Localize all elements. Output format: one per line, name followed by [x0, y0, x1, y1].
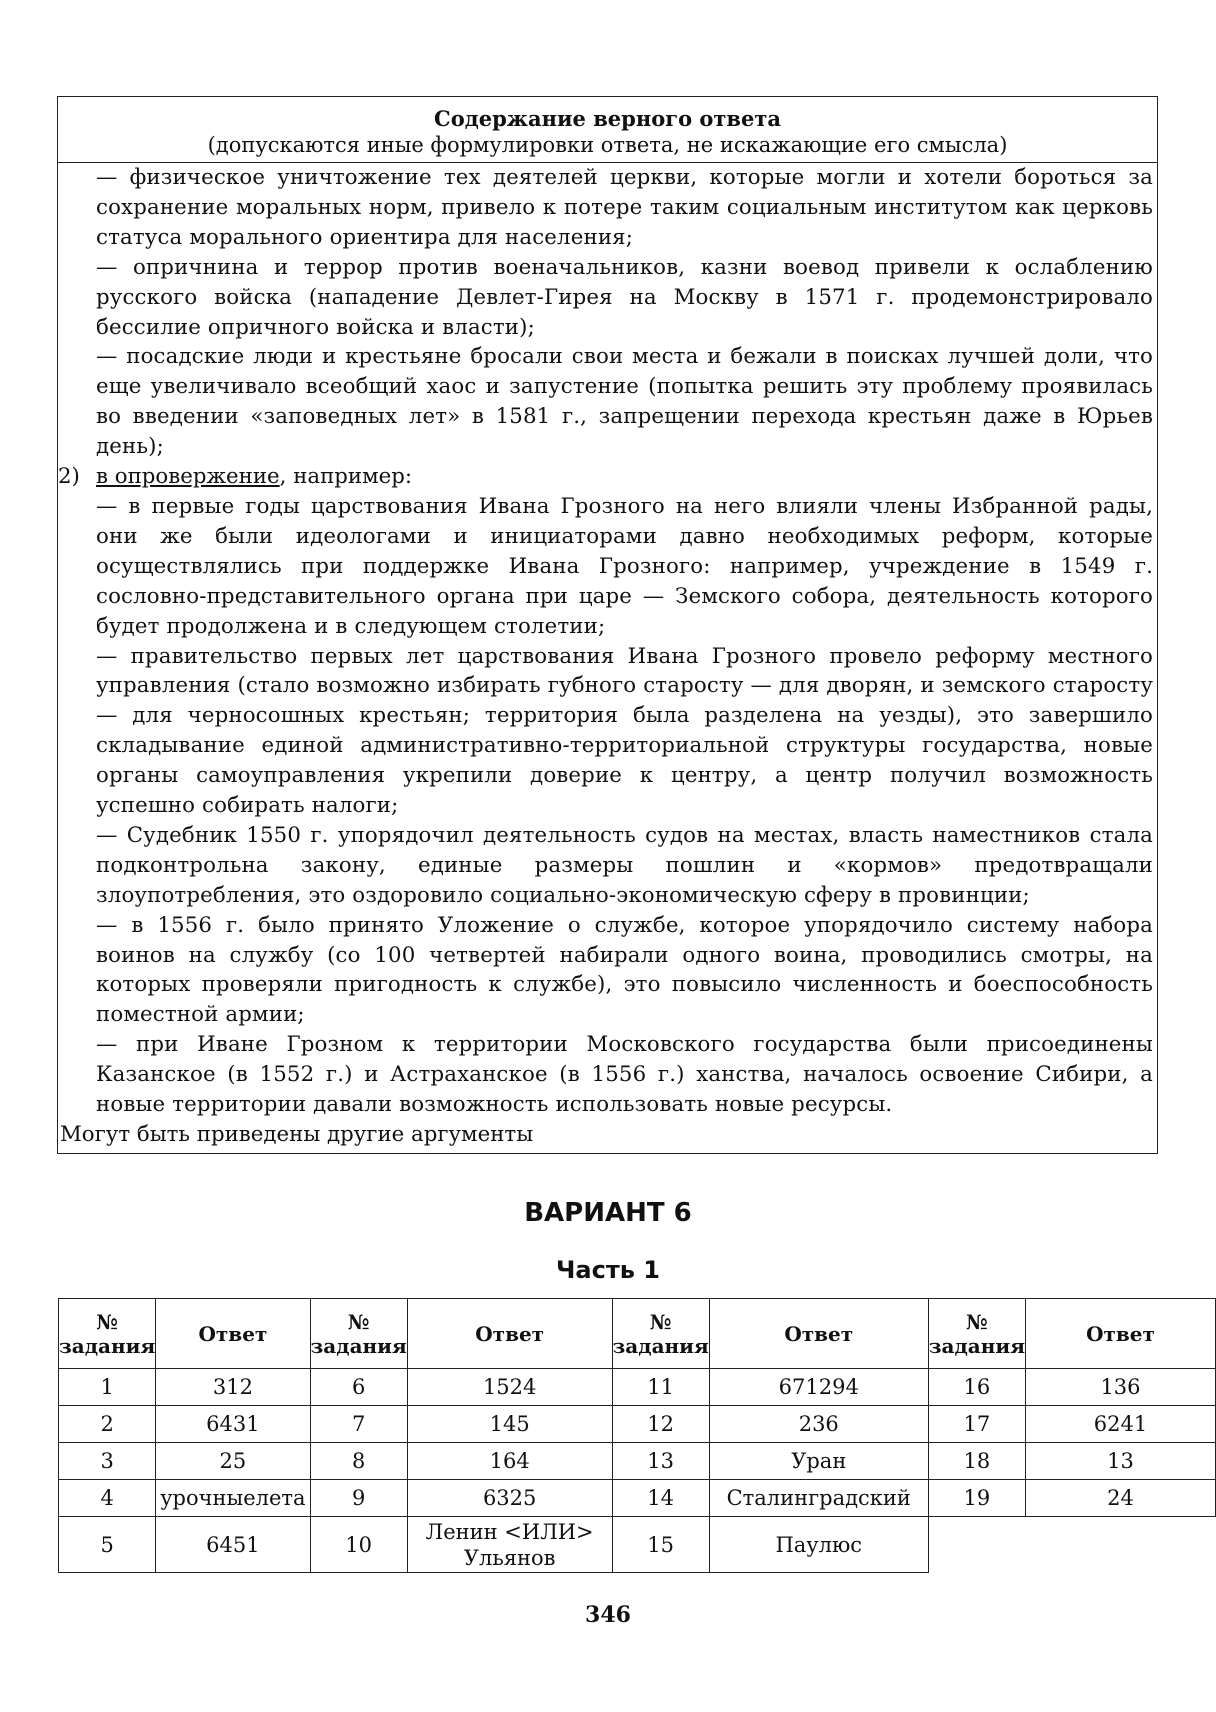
- argument-paragraph: — Судебник 1550 г. упорядочил деятельность судов на местах, власть наместников стала подконтрольна закону, единые размеры пошлин и «кормов» предотвращали злоупотребления, это оздоровило социально-экономическую сферу в провинции;: [96, 822, 1153, 908]
- answer-cell: Сталинградский: [709, 1480, 928, 1517]
- answer-cell: 6451: [156, 1517, 310, 1573]
- task-number-cell: 16: [928, 1369, 1025, 1406]
- answer-box-subtitle: (допускаются иные формулировки ответа, не искажающие его смысла): [207, 133, 1008, 157]
- header-task-number: № задания: [612, 1299, 709, 1369]
- refutation-label: в опровержение: [96, 464, 280, 490]
- answer-cell: 6431: [156, 1406, 310, 1443]
- task-number-cell: 3: [59, 1443, 156, 1480]
- refutation-heading: [58, 462, 1157, 492]
- argument-paragraph: — физическое уничтожение тех деятелей церкви, которые могли и хотели бороться за сохранение моральных норм, привело к потере таким социальным институтом как церковь статуса морального ориентира для населения;: [96, 165, 1153, 250]
- task-number-cell: 2: [59, 1406, 156, 1443]
- task-number-cell: 4: [59, 1480, 156, 1517]
- answer-box-title: Содержание верного ответа: [434, 106, 781, 131]
- header-task-number: № задания: [310, 1299, 407, 1369]
- argument-paragraph: — в 1556 г. было принято Уложение о службе, которое упорядочило систему набора воинов на службу (со 100 четвертей набирали одного воина, проводились смотры, на которых проверяли пригодность к службе), это повысило численность и боеспособность поместной армии;: [96, 912, 1153, 1028]
- task-number-cell: 13: [612, 1443, 709, 1480]
- answer-cell: 164: [407, 1443, 612, 1480]
- answer-content-box: [57, 96, 1158, 1154]
- answer-cell: 671294: [709, 1369, 928, 1406]
- answer-box-header: [58, 97, 1157, 163]
- answer-cell: 312: [156, 1369, 310, 1406]
- other-arguments-note: Могут быть приведены другие аргументы: [60, 1122, 534, 1147]
- header-task-number: № задания: [928, 1299, 1025, 1369]
- table-header-row: [59, 1299, 1216, 1369]
- answer-cell: 6241: [1025, 1406, 1215, 1443]
- answer-cell: 236: [709, 1406, 928, 1443]
- task-number-cell: 11: [612, 1369, 709, 1406]
- argument-paragraph: — опричнина и террор против военачальников, казни воевод привели к ослаблению русского войска (нападение Девлет-Гирея на Москву в 1571 г. продемонстрировало бессилие опричного войска и власти);: [96, 254, 1153, 340]
- answer-cell: 1524: [407, 1369, 612, 1406]
- answer-cell: 6325: [407, 1480, 612, 1517]
- table-row: [59, 1480, 1216, 1517]
- header-answer: Ответ: [156, 1299, 310, 1369]
- answer-cell: Ленин <ИЛИ> Ульянов: [407, 1517, 612, 1573]
- header-task-number: № задания: [59, 1299, 156, 1369]
- argument-paragraph: — правительство первых лет царствования Ивана Грозного провело реформу местного управления (стало возможно избирать губного старосту — для дворян, и земского старосту — для черносошных крестьян; территория была разделена на уезды), это завершило складывание единой административно-территориальной структуры государства, новые органы самоуправления укрепили доверие к центру, а центр получил возможность успешно собирать налоги;: [96, 643, 1153, 819]
- item-number: 2): [58, 464, 80, 490]
- answer-cell: 24: [1025, 1480, 1215, 1517]
- task-number-cell: 7: [310, 1406, 407, 1443]
- task-number-cell: 19: [928, 1480, 1025, 1517]
- task-number-cell: 1: [59, 1369, 156, 1406]
- task-number-cell: 18: [928, 1443, 1025, 1480]
- task-number-cell: 14: [612, 1480, 709, 1517]
- argument-paragraph: — в первые годы царствования Ивана Грозного на него влияли члены Избранной рады, они же были идеологами и инициаторами давно необходимых реформ, которые осуществлялись при поддержке Ивана Грозного: например, учреждение в 1549 г. сословно-представительного органа при царе — Земского собора, деятельность которого будет продолжена и в следующем столетии;: [96, 493, 1153, 639]
- refutation-label-rest: , например:: [279, 464, 413, 490]
- answer-cell: 25: [156, 1443, 310, 1480]
- answer-cell: 13: [1025, 1443, 1215, 1480]
- answer-cell: 136: [1025, 1369, 1215, 1406]
- task-number-cell: 9: [310, 1480, 407, 1517]
- variant-title: ВАРИАНТ 6: [524, 1198, 692, 1228]
- answers-table: [58, 1298, 1216, 1573]
- empty-cell: [1025, 1517, 1215, 1573]
- answer-cell: 145: [407, 1406, 612, 1443]
- task-number-cell: 12: [612, 1406, 709, 1443]
- answer-cell: Паулюс: [709, 1517, 928, 1573]
- task-number-cell: 10: [310, 1517, 407, 1573]
- part-title: Часть 1: [556, 1256, 660, 1284]
- task-number-cell: 8: [310, 1443, 407, 1480]
- answer-box-body: [58, 163, 1157, 1150]
- argument-paragraph: — посадские люди и крестьяне бросали свои места и бежали в поисках лучшей доли, что еще увеличивало всеобщий хаос и запустение (попытка решить эту проблему проявилась во введении «заповедных лет» в 1581 г., запрещении перехода крестьян даже в Юрьев день);: [96, 344, 1153, 460]
- table-row: [59, 1406, 1216, 1443]
- header-answer: Ответ: [407, 1299, 612, 1369]
- table-row: [59, 1369, 1216, 1406]
- task-number-cell: 17: [928, 1406, 1025, 1443]
- page-number: 346: [585, 1602, 631, 1628]
- task-number-cell: 5: [59, 1517, 156, 1573]
- task-number-cell: 15: [612, 1517, 709, 1573]
- empty-cell: [928, 1517, 1025, 1573]
- table-row: [59, 1443, 1216, 1480]
- answer-cell: урочныелета: [156, 1480, 310, 1517]
- argument-paragraph: — при Иване Грозном к территории Московского государства были присоединены Казанское (в 1552 г.) и Астраханское (в 1556 г.) ханства, началось освоение Сибири, а новые территории давали возможность использовать новые ресурсы.: [96, 1032, 1153, 1118]
- task-number-cell: 6: [310, 1369, 407, 1406]
- header-answer: Ответ: [709, 1299, 928, 1369]
- header-answer: Ответ: [1025, 1299, 1215, 1369]
- answer-cell: Уран: [709, 1443, 928, 1480]
- table-row: [59, 1517, 1216, 1573]
